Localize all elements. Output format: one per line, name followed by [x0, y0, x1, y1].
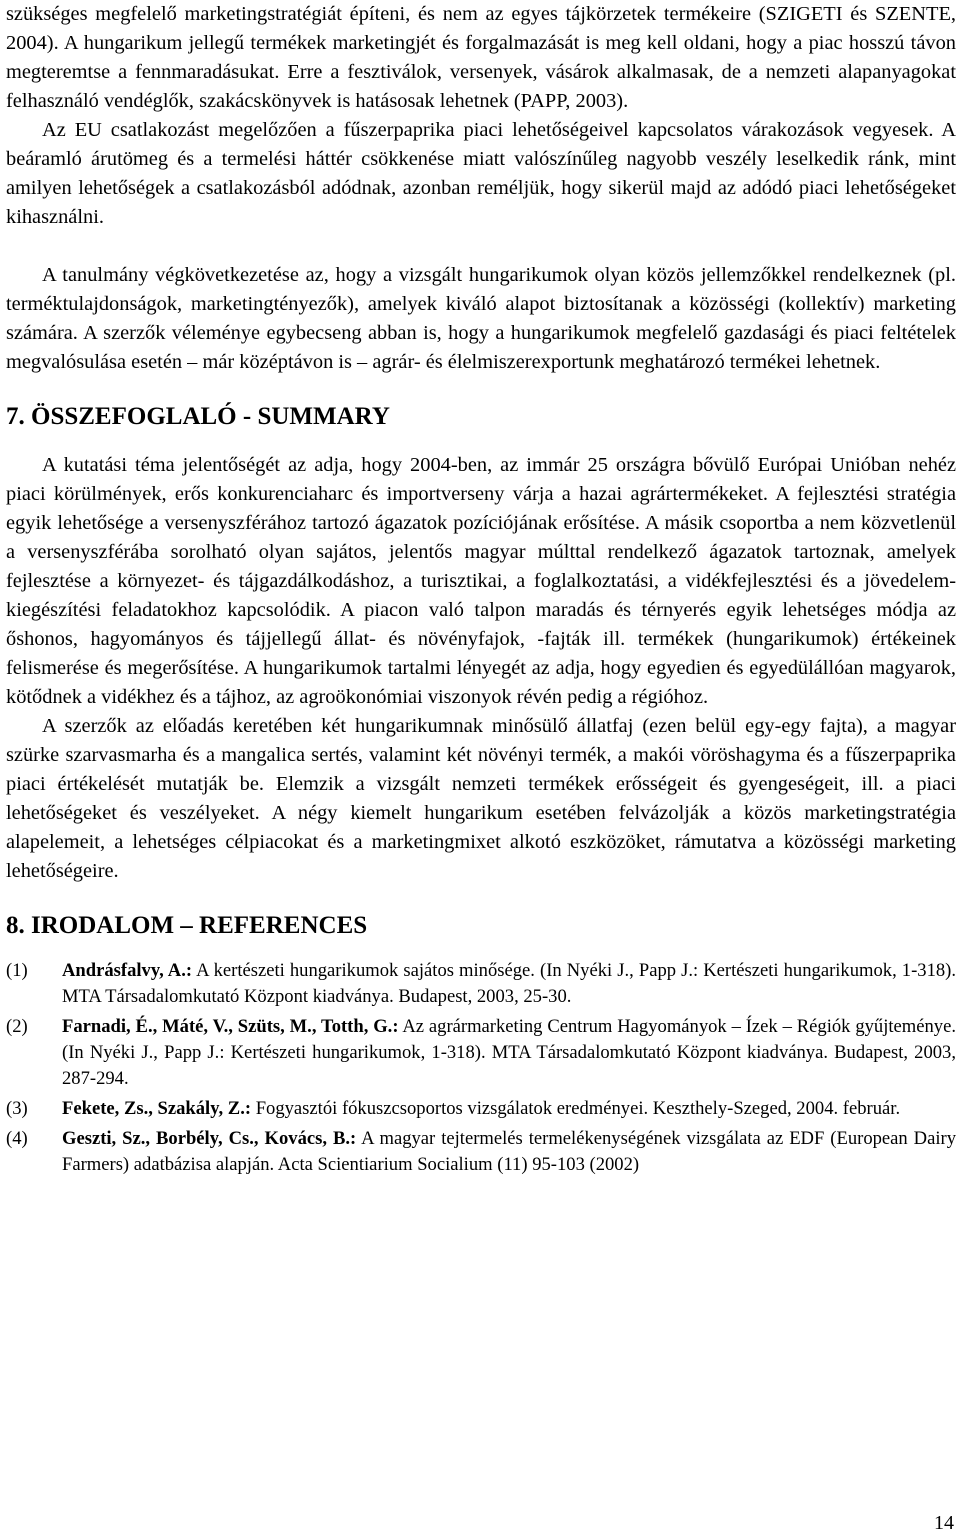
- reference-item: [6, 1096, 956, 1122]
- spacer: [6, 377, 956, 401]
- references-heading: 8. IRODALOM – REFERENCES: [6, 912, 368, 939]
- summary-section: [6, 451, 956, 886]
- reference-number: (3): [6, 1098, 28, 1119]
- reference-body: [62, 1096, 956, 1122]
- body-paragraph: szükséges megfelelő marketingstratégiát építeni, és nem az egyes tájkörzetek termékeire (SZIGETI és SZENTE, 2004). A hungarikum jellegű termékek marketingjét és forgalmazását is meg kell oldani, hogy a piac hosszú távon megteremtse a fennmaradásukat. Erre a fesztiválok, versenyek, vásárok alkalmasak, de a nemzeti alapanyagokat felhasználó vendéglők, szakácskönyvek is hatásosak lehetnek (PAPP, 2003).: [6, 3, 956, 112]
- body-paragraph: Az EU csatlakozást megelőzően a fűszerpaprika piaci lehetőségeivel kapcsolatos várakozások vegyesek. A beáramló árutömeg és a termelési háttér csökkenése miatt valószínűleg nagyobb veszély leselkedik ránk, mint amilyen lehetőségek a csatlakozásból adódnak, azonban reméljük, hogy sikerül majd az adódó piaci lehetőségeket kihasználni.: [6, 119, 956, 228]
- summary-heading: 7. ÖSSZEFOGLALÓ - SUMMARY: [6, 403, 390, 430]
- summary-paragraph: A szerzők az előadás keretében két hungarikumnak minősülő állatfaj (ezen belül egy-egy fajta), a magyar szürke szarvasmarha és a mangalica sertés, valamint két növényi termék, a makói vöröshagyma és a fűszerpaprika piaci értékelését mutatják be. Elemzik a vizsgált nemzeti termékek erősségeit és gyengeségeit, ill. a piaci lehetőségeket és veszélyeket. A négy kiemelt hungarikum esetében felvázolják a közös marketingstratégia alapelemeit, a lehetséges célpiacokat és a marketingmixet alkotó eszközöket, rámutatva a közösségi marketing lehetőségeire.: [6, 715, 956, 882]
- reference-body: [62, 1126, 956, 1178]
- reference-number: (1): [6, 960, 28, 981]
- page-number: 14: [934, 1512, 954, 1534]
- reference-text: A kertészeti hungarikumok sajátos minősége. (In Nyéki J., Papp J.: Kertészeti hungarikumok, 1-318). MTA Társadalomkutató Központ kiadványa. Budapest, 2003, 25-30.: [62, 960, 957, 1007]
- reference-authors: Farnadi, É., Máté, V., Szüts, M., Totth, G.:: [62, 1016, 399, 1037]
- reference-item: [6, 1126, 956, 1178]
- reference-number: (2): [6, 1016, 28, 1037]
- reference-item: [6, 958, 956, 1010]
- reference-body: [62, 958, 956, 1010]
- reference-authors: Geszti, Sz., Borbély, Cs., Kovács, B.:: [62, 1128, 357, 1149]
- reference-text: Fogyasztói fókuszcsoportos vizsgálatok eredményei. Keszthely-Szeged, 2004. február.: [251, 1098, 901, 1119]
- reference-item: [6, 1014, 956, 1092]
- reference-list: [6, 958, 956, 1178]
- summary-paragraph: A kutatási téma jelentőségét az adja, hogy 2004-ben, az immár 25 országra bővülő Európai Unióban nehéz piaci körülmények, erős konkurenciaharc és importverseny várja a hazai agrártermékeket. A fejlesztési stratégia egyik lehetősége a versenyszférához tartozó ágazatok pozíciójának erősítése. A másik csoportba a nem közvetlenül a versenyszférába sorolható olyan sajátos, jelentős magyar múlttal rendelkező ágazatok tartoznak, amelyek fejlesztése a környezet- és tájgazdálkodáshoz, a turisztikai, a foglalkoztatási, a vidékfejlesztési és a jövedelem-kiegészítési feladatokhoz kapcsolódik. A piacon való talpon maradás és térnyerés egyik lehetséges módja az őshonos, hagyományos és tájjellegű állat- és növényfajok, -fajták ill. termékek (hungarikumok) értékeinek felismerése és megerősítése. A hungarikumok tartalmi lényegét az adja, hogy egyedien és egyedülállóan magyarok, kötődnek a vidékhez és a tájhoz, az agroökonómiai viszonyok révén pedig a régióhoz.: [6, 454, 956, 708]
- reference-body: [62, 1014, 956, 1092]
- reference-text: A magyar tejtermelés termelékenységének vizsgálata az EDF (European Dairy Farmers) adatbázisa alapján. Acta Scientiarium Socialium (11) 95-103 (2002): [62, 1128, 957, 1175]
- spacer: [6, 232, 956, 261]
- reference-authors: Fekete, Zs., Szakály, Z.:: [62, 1098, 252, 1119]
- spacer: [6, 886, 956, 910]
- spacer: [6, 942, 956, 958]
- document-page: [6, 0, 956, 1182]
- reference-number: (4): [6, 1128, 28, 1149]
- intro-section: [6, 0, 956, 232]
- spacer: [6, 433, 956, 451]
- conclusion-paragraph: A tanulmány végkövetkezetése az, hogy a vizsgált hungarikumok olyan közös jellemzőkkel rendelkeznek (pl. terméktulajdonságok, marketingtényezők), amelyek kiváló alapot biztosítanak a közösségi (kollektív) marketing számára. A szerzők véleménye egybecseng abban is, hogy a hungarikumok megfelelő gazdasági és piaci feltételek megvalósulása esetén – már középtávon is – agrár- és élelmiszerexportunk meghatározó termékei lehetnek.: [6, 264, 956, 373]
- reference-text: Az agrármarketing Centrum Hagyományok – Ízek – Régiók gyűjteménye. (In Nyéki J., Papp J.: Kertészeti hungarikumok, 1-318). MTA Társadalomkutató Központ kiadványa. Budapest, 2003, 287-294.: [62, 1016, 956, 1089]
- reference-authors: Andrásfalvy, A.:: [62, 960, 193, 981]
